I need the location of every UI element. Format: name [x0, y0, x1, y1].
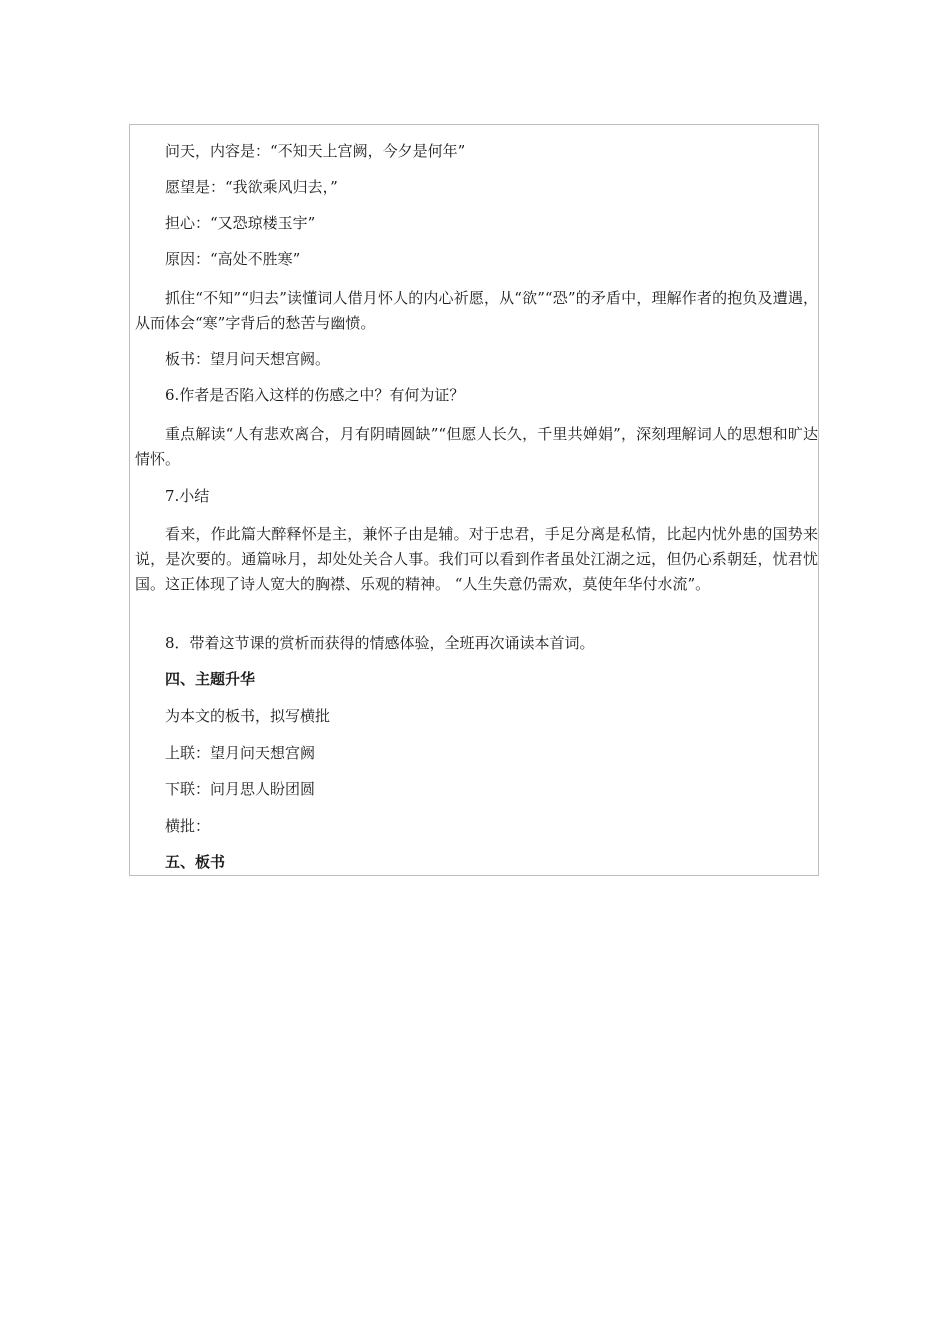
- section-heading-theme: 四、主题升华: [165, 670, 256, 688]
- text-line-upper-couplet: 上联：望月问天想宫阙: [165, 744, 316, 762]
- text-line-horizontal-scroll-task: 为本文的板书，拟写横批: [165, 707, 331, 725]
- text-line-question-6: 6.作者是否陷入这样的伤感之中？有何为证？: [165, 386, 465, 404]
- text-line-worry: 担心：“又恐琼楼玉宇”: [165, 214, 316, 232]
- text-line-question-heaven: 问天，内容是：“不知天上宫阙，今夕是何年”: [165, 142, 466, 160]
- paragraph-key-reading: 重点解读“人有悲欢离合，月有阴晴圆缺”“但愿人长久，千里共婵娟”，深刻理解词人的思想和旷达情怀。: [135, 425, 818, 468]
- text-line-blackboard-note: 板书：望月问天想宫阙。: [165, 350, 331, 368]
- paragraph-analysis: 抓住“不知”“归去”读懂词人借月怀人的内心祈愿，从“欲”“恐”的矛盾中，理解作者的抱负及遭遇，从而体会“寒”字背后的愁苦与幽愤。: [135, 289, 818, 332]
- text-line-reason: 原因：“高处不胜寒”: [165, 250, 301, 268]
- text-line-summary-heading: 7.小结: [165, 487, 210, 505]
- section-heading-blackboard: 五、板书: [165, 853, 226, 871]
- paragraph-summary: 看来，作此篇大醉释怀是主，兼怀子由是辅。对于忠君，手足分离是私情，比起内忧外患的国势来说，是次要的。通篇咏月，却处处关合人事。我们可以看到作者虽处江湖之远，但仍心系朝廷，忧君忧国。这正体现了诗人宽大的胸襟、乐观的精神。 “人生失意仍需欢，莫使年华付水流”。: [135, 525, 818, 593]
- document-table-cell: [129, 124, 819, 876]
- text-line-lower-couplet: 下联：问月思人盼团圆: [165, 780, 316, 798]
- text-line-wish: 愿望是：“我欲乘风归去，”: [165, 178, 338, 196]
- text-line-recite: 8．带着这节课的赏析而获得的情感体验，全班再次诵读本首词。: [165, 634, 595, 652]
- text-line-horizontal-scroll: 横批：: [165, 817, 211, 835]
